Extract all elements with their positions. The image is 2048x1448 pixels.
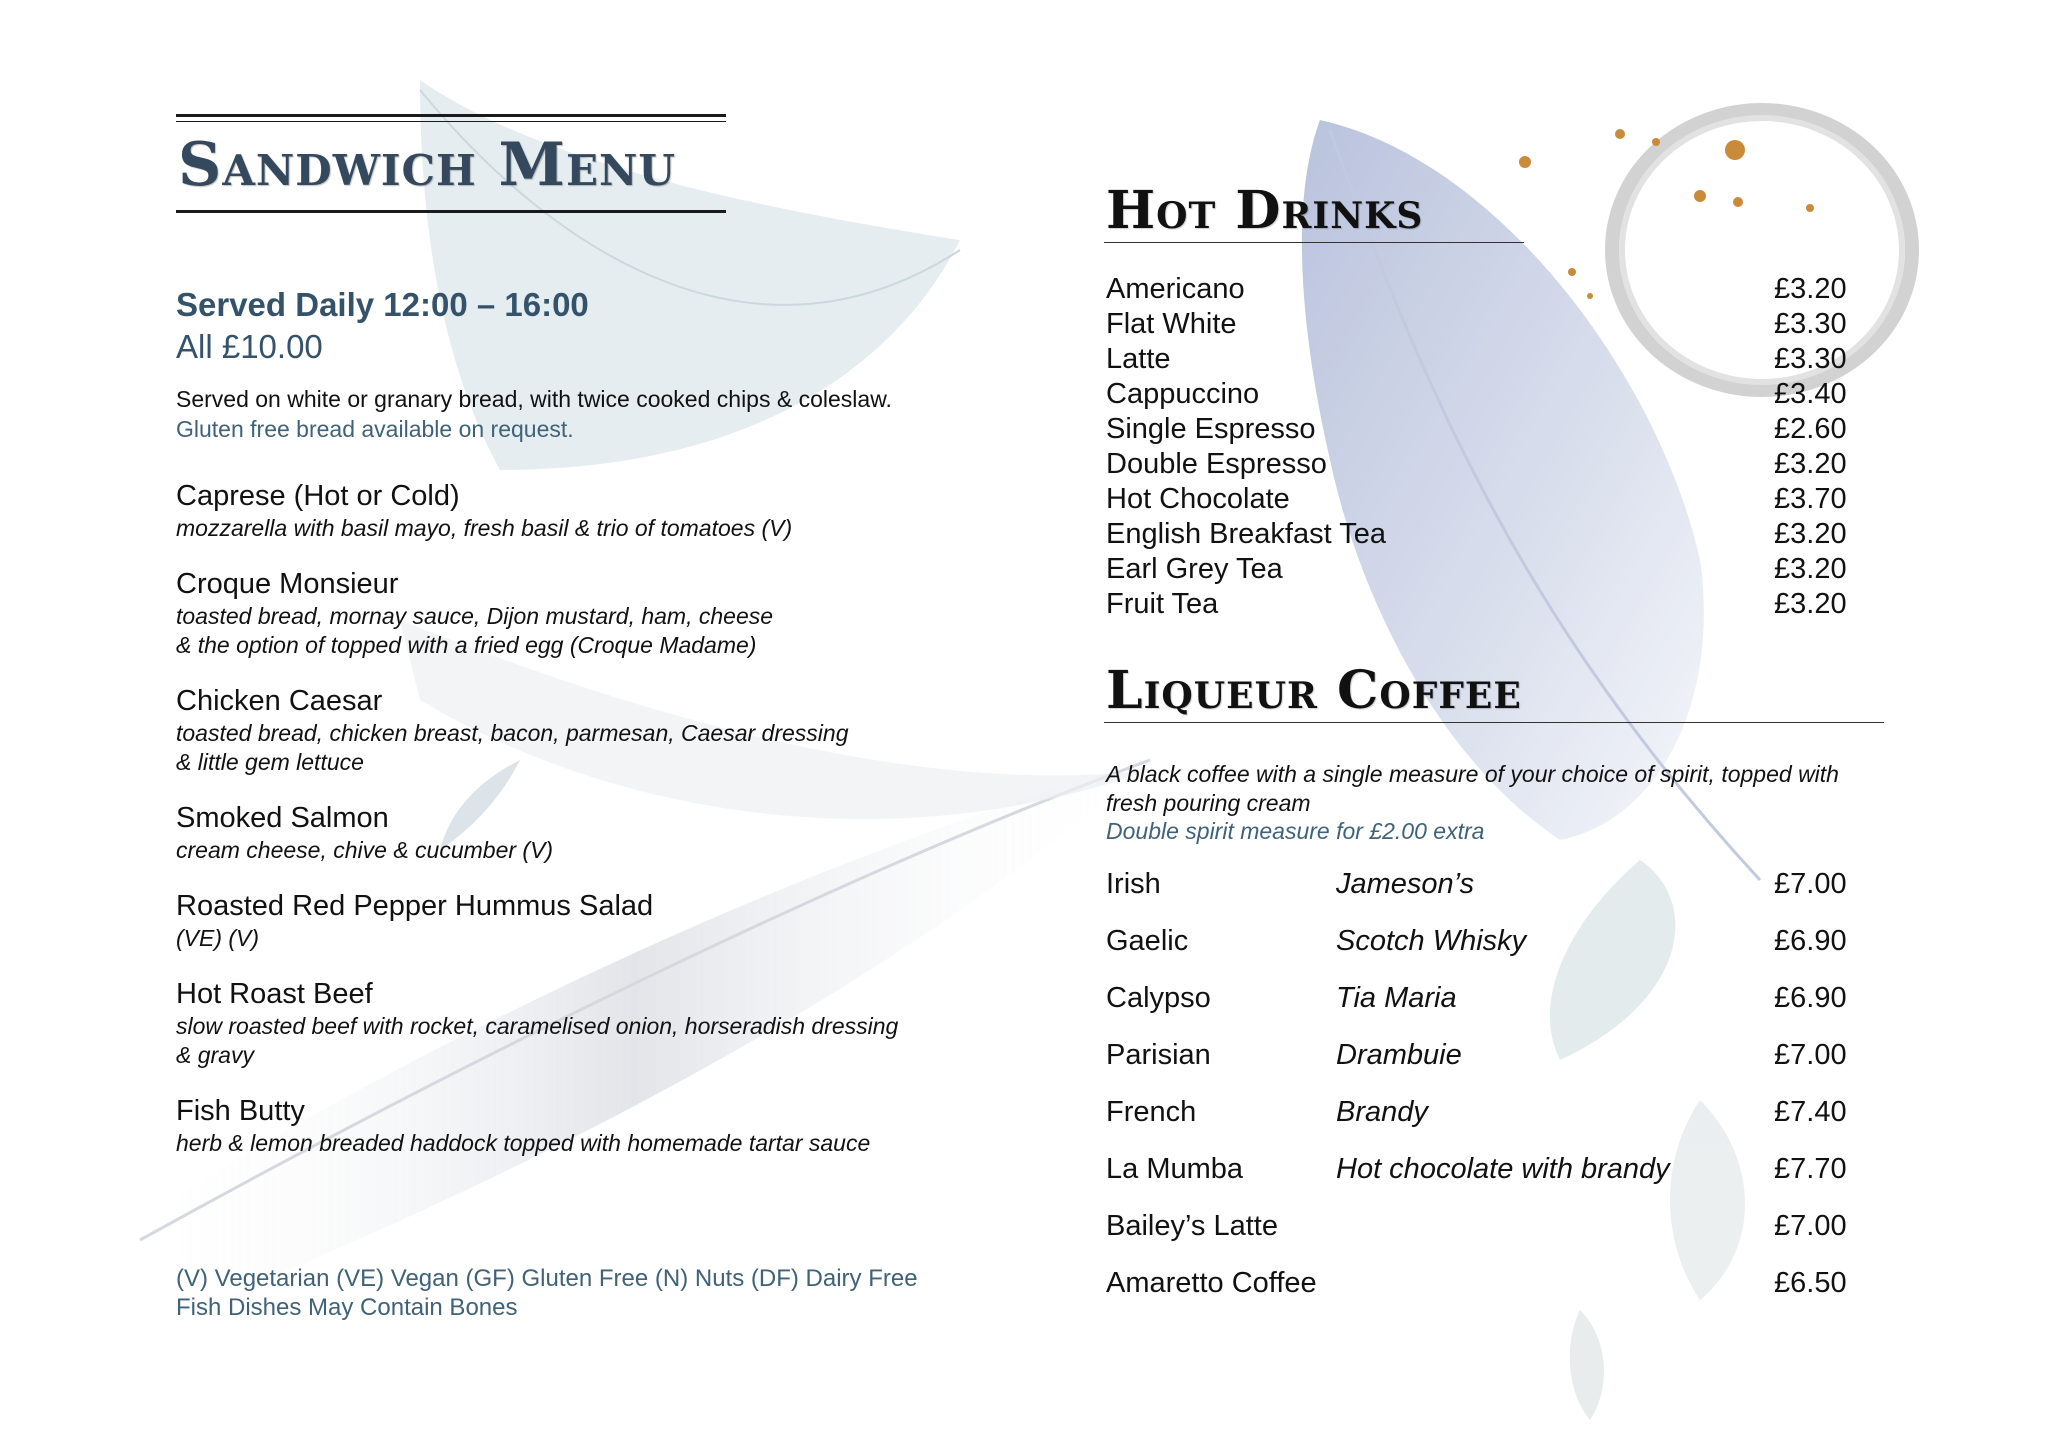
sandwich-description: mozzarella with basil mayo, fresh basil & trio of tomatoes (V) xyxy=(176,515,793,541)
drink-row xyxy=(1106,517,1856,552)
drink-row xyxy=(1106,342,1856,377)
coffee-row xyxy=(1106,1206,1866,1263)
coffee-spirit: Brandy xyxy=(1336,1096,1428,1128)
drink-price: £3.30 xyxy=(1774,308,1847,340)
drink-row xyxy=(1106,482,1856,517)
drink-row xyxy=(1106,307,1856,342)
coffee-row xyxy=(1106,1263,1866,1320)
sandwich-description: (VE) (V) xyxy=(176,925,260,951)
sandwich-description: cream cheese, chive & cucumber (V) xyxy=(176,837,554,863)
drink-price: £3.20 xyxy=(1774,588,1847,620)
coffee-price: £7.70 xyxy=(1774,1153,1847,1185)
liqueur-coffee-list xyxy=(1106,864,1866,1320)
drink-row xyxy=(1106,552,1856,587)
sandwich-item xyxy=(176,478,976,566)
drink-price: £3.20 xyxy=(1774,553,1847,585)
drink-name: Fruit Tea xyxy=(1106,588,1219,620)
drink-row xyxy=(1106,377,1856,412)
sandwich-description: slow roasted beef with rocket, caramelised onion, horseradish dressing & gravy xyxy=(176,1013,899,1068)
double-measure-note: Double spirit measure for £2.00 extra xyxy=(1106,818,1485,844)
gluten-free-note: Gluten free bread available on request. xyxy=(176,416,574,442)
sandwich-item xyxy=(176,976,976,1093)
drink-price: £3.70 xyxy=(1774,483,1847,515)
coffee-name: Parisian xyxy=(1106,1039,1211,1071)
legend-line: (V) Vegetarian (VE) Vegan (GF) Gluten Free (N) Nuts (DF) Dairy Free xyxy=(176,1265,918,1292)
liqueur-coffee-title: Liqueur Coffee xyxy=(1106,660,1522,721)
coffee-price: £6.90 xyxy=(1774,925,1847,957)
sandwich-name: Hot Roast Beef xyxy=(176,978,373,1010)
coffee-price: £7.00 xyxy=(1774,868,1847,900)
liqueur-coffee-description: A black coffee with a single measure of your choice of spirit, topped with fresh pouring cream xyxy=(1106,761,1839,816)
coffee-row xyxy=(1106,921,1866,978)
drink-price: £3.20 xyxy=(1774,273,1847,305)
coffee-price: £6.50 xyxy=(1774,1267,1847,1299)
coffee-row xyxy=(1106,978,1866,1035)
drink-price: £3.20 xyxy=(1774,448,1847,480)
sandwich-menu-header xyxy=(176,114,966,213)
coffee-price: £7.00 xyxy=(1774,1039,1847,1071)
drink-name: Latte xyxy=(1106,343,1171,375)
sandwich-item xyxy=(176,566,976,683)
hot-drinks-list xyxy=(1106,272,1856,622)
hot-drinks-rule xyxy=(1104,242,1524,243)
coffee-spirit: Hot chocolate with brandy xyxy=(1336,1153,1670,1185)
drink-name: Double Espresso xyxy=(1106,448,1327,480)
sandwich-name: Chicken Caesar xyxy=(176,685,383,717)
drink-row xyxy=(1106,272,1856,307)
sandwich-item xyxy=(176,888,976,976)
sandwich-intro: Served on white or granary bread, with twice cooked chips & coleslaw. xyxy=(176,386,892,412)
drink-name: Flat White xyxy=(1106,308,1237,340)
drink-price: £3.40 xyxy=(1774,378,1847,410)
drink-name: Americano xyxy=(1106,273,1245,305)
sandwich-item xyxy=(176,800,976,888)
dietary-legend xyxy=(176,1264,918,1322)
sandwich-list xyxy=(176,478,976,1181)
coffee-row xyxy=(1106,1035,1866,1092)
sandwich-name: Caprese (Hot or Cold) xyxy=(176,480,460,512)
drink-row xyxy=(1106,587,1856,622)
coffee-name: Bailey’s Latte xyxy=(1106,1210,1278,1242)
coffee-spirit: Scotch Whisky xyxy=(1336,925,1527,957)
sandwich-name: Fish Butty xyxy=(176,1095,305,1127)
coffee-price: £7.40 xyxy=(1774,1096,1847,1128)
drink-name: Single Espresso xyxy=(1106,413,1316,445)
drink-name: English Breakfast Tea xyxy=(1106,518,1386,550)
legend-line: Fish Dishes May Contain Bones xyxy=(176,1294,518,1321)
coffee-name: Calypso xyxy=(1106,982,1211,1014)
served-times: Served Daily 12:00 – 16:00 xyxy=(176,286,589,323)
coffee-name: Amaretto Coffee xyxy=(1106,1267,1317,1299)
coffee-spirit: Jameson’s xyxy=(1336,868,1475,900)
sandwich-name: Croque Monsieur xyxy=(176,568,399,600)
coffee-price: £6.90 xyxy=(1774,982,1847,1014)
coffee-spirit: Tia Maria xyxy=(1336,982,1457,1014)
title-rule xyxy=(176,210,726,213)
drink-price: £3.20 xyxy=(1774,518,1847,550)
sandwich-menu-title: Sandwich Menu xyxy=(178,130,676,200)
liqueur-coffee-rule xyxy=(1104,722,1884,723)
drink-name: Cappuccino xyxy=(1106,378,1260,410)
coffee-row xyxy=(1106,1149,1866,1206)
sandwich-name: Smoked Salmon xyxy=(176,802,389,834)
drink-price: £2.60 xyxy=(1774,413,1847,445)
sandwich-item xyxy=(176,683,976,800)
coffee-name: Gaelic xyxy=(1106,925,1189,957)
hot-drinks-title: Hot Drinks xyxy=(1106,180,1424,241)
coffee-spirit: Drambuie xyxy=(1336,1039,1462,1071)
drink-name: Hot Chocolate xyxy=(1106,483,1290,515)
drink-row xyxy=(1106,412,1856,447)
drink-name: Earl Grey Tea xyxy=(1106,553,1283,585)
coffee-price: £7.00 xyxy=(1774,1210,1847,1242)
title-rule xyxy=(176,114,726,117)
drink-row xyxy=(1106,447,1856,482)
coffee-name: French xyxy=(1106,1096,1197,1128)
coffee-row xyxy=(1106,1092,1866,1149)
sandwich-description: toasted bread, mornay sauce, Dijon mustard, ham, cheese & the option of topped with a fried egg (Croque Madame) xyxy=(176,603,774,658)
sandwich-item xyxy=(176,1093,976,1181)
coffee-row xyxy=(1106,864,1866,921)
sandwich-description: herb & lemon breaded haddock topped with homemade tartar sauce xyxy=(176,1130,871,1156)
coffee-name: La Mumba xyxy=(1106,1153,1244,1185)
drink-price: £3.30 xyxy=(1774,343,1847,375)
coffee-name: Irish xyxy=(1106,868,1161,900)
sandwich-name: Roasted Red Pepper Hummus Salad xyxy=(176,890,654,922)
sandwich-price: All £10.00 xyxy=(176,328,323,365)
sandwich-description: toasted bread, chicken breast, bacon, parmesan, Caesar dressing & little gem lettuce xyxy=(176,720,849,775)
